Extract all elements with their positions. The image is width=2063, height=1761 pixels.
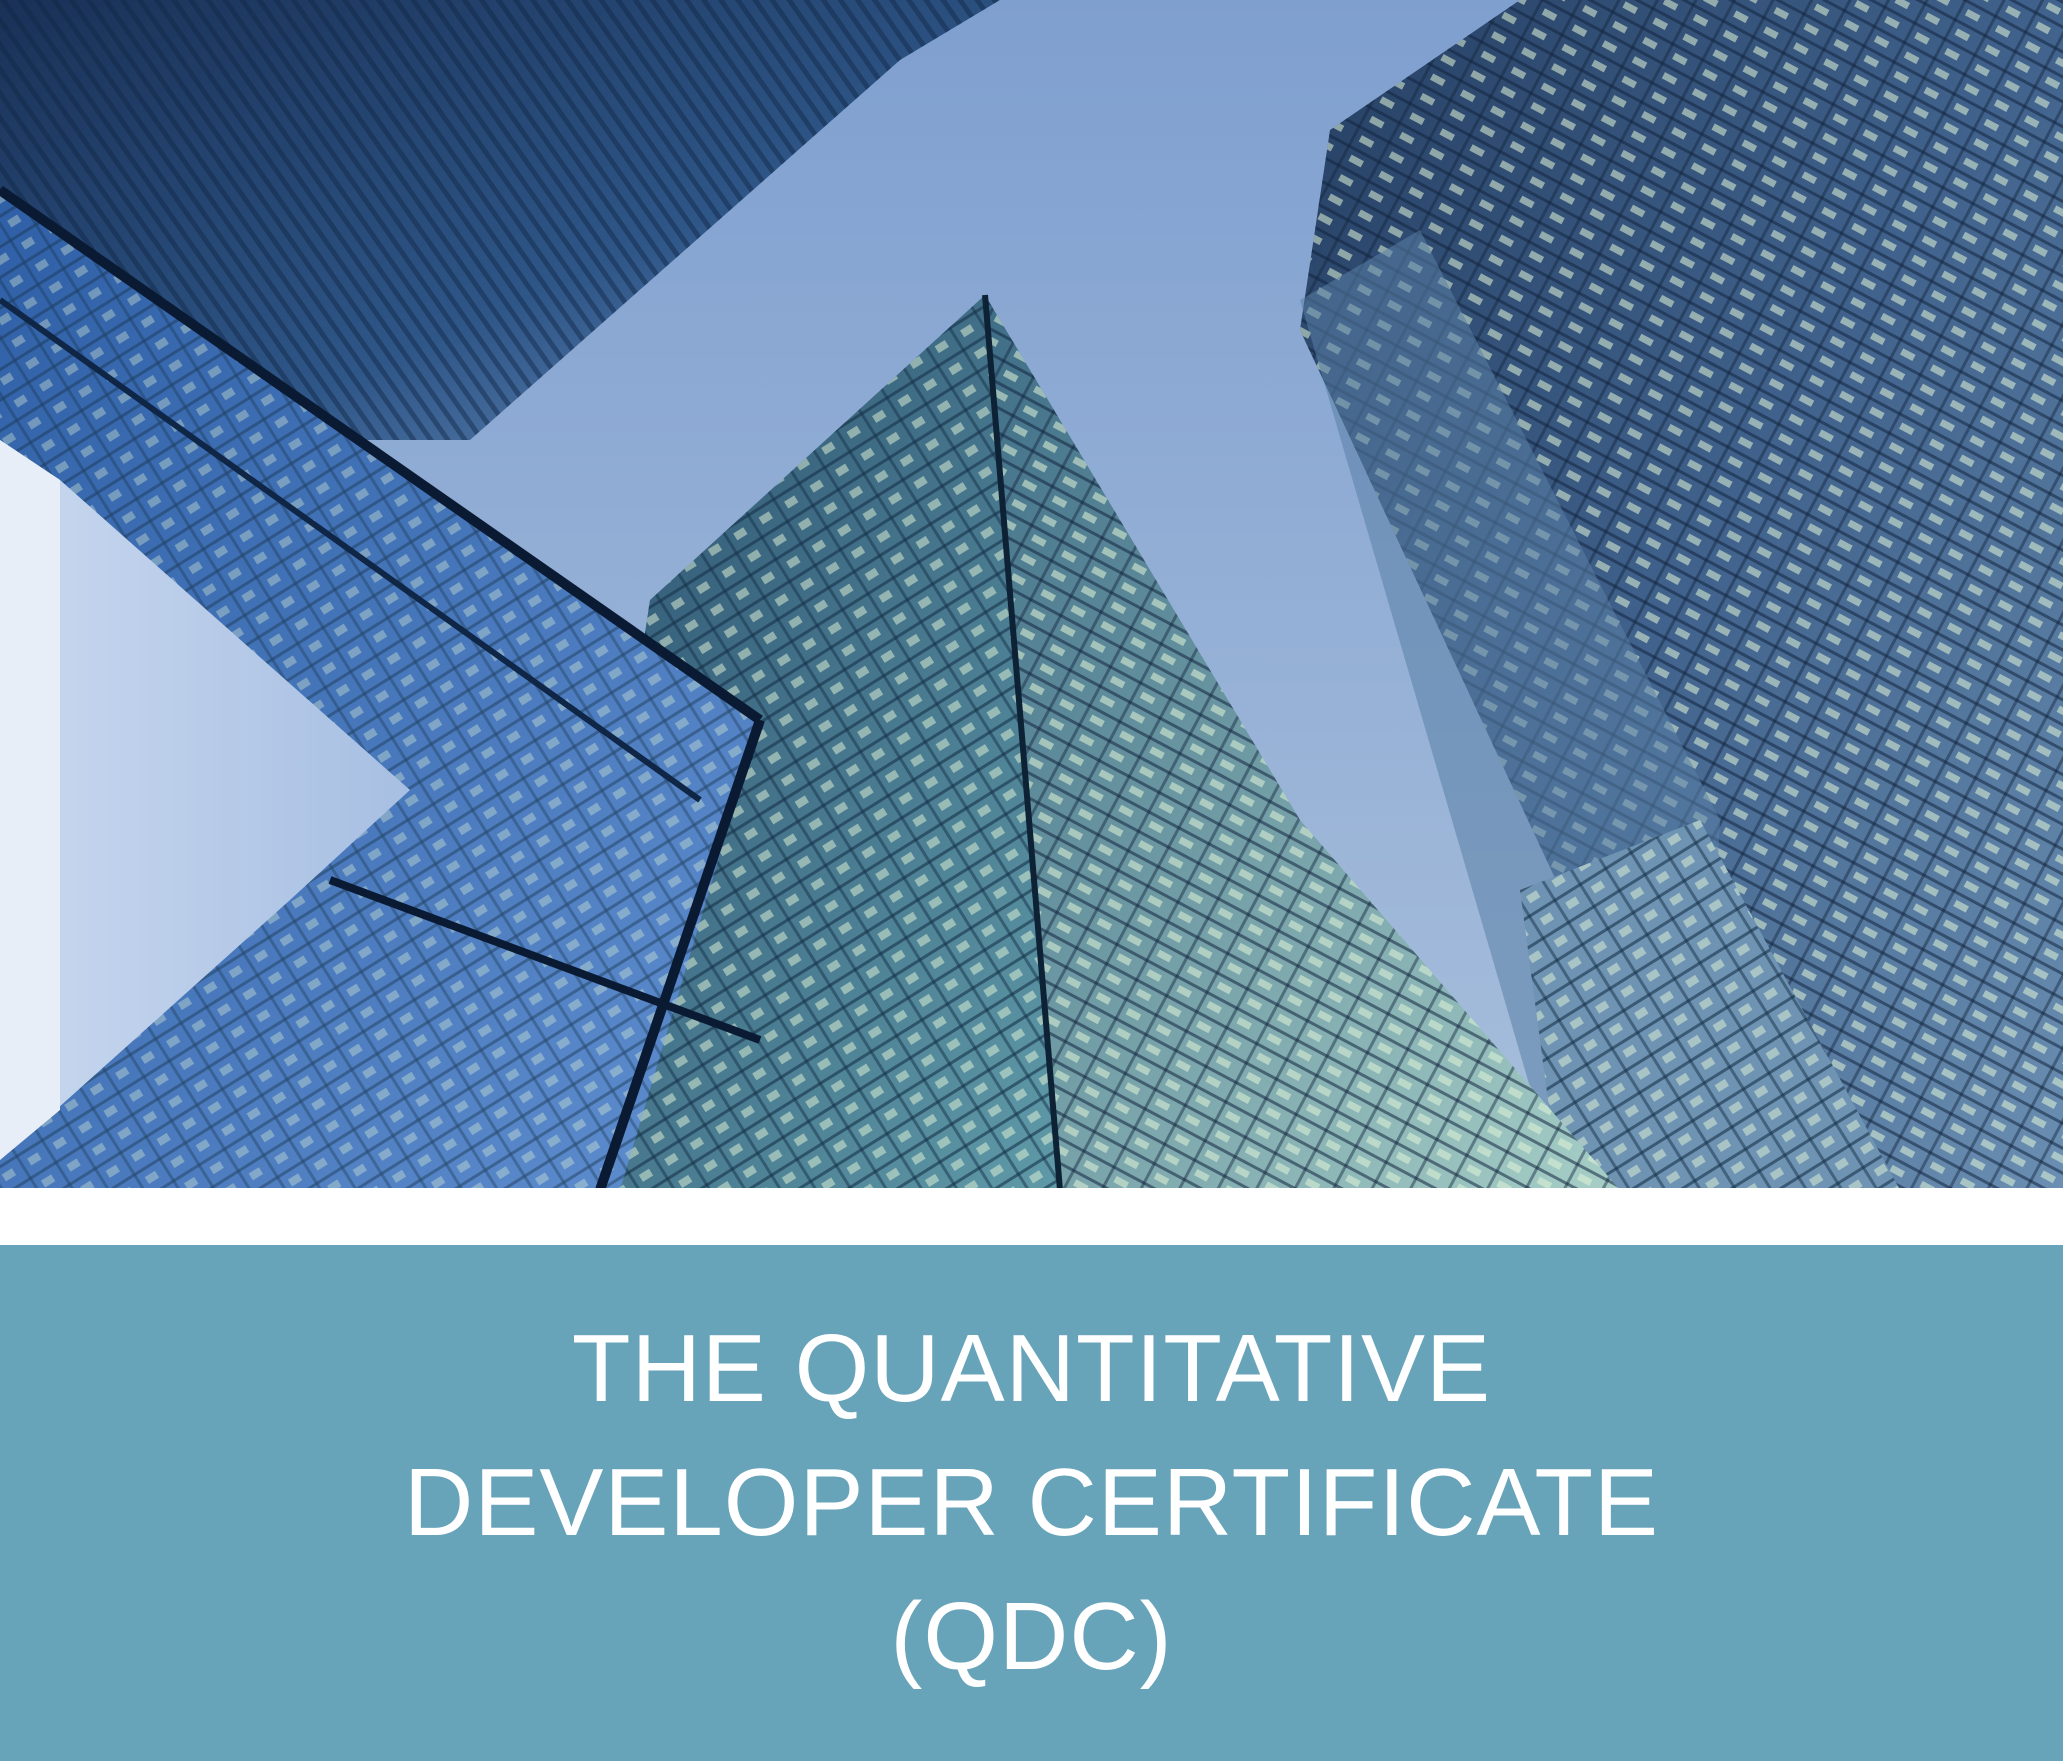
title-line-3: (QDC): [890, 1583, 1173, 1690]
certificate-title: [404, 1302, 1659, 1704]
title-banner: [0, 1245, 2063, 1761]
title-line-2: DEVELOPER CERTIFICATE: [403, 1449, 1660, 1556]
title-line-1: THE QUANTITATIVE: [571, 1315, 1492, 1422]
